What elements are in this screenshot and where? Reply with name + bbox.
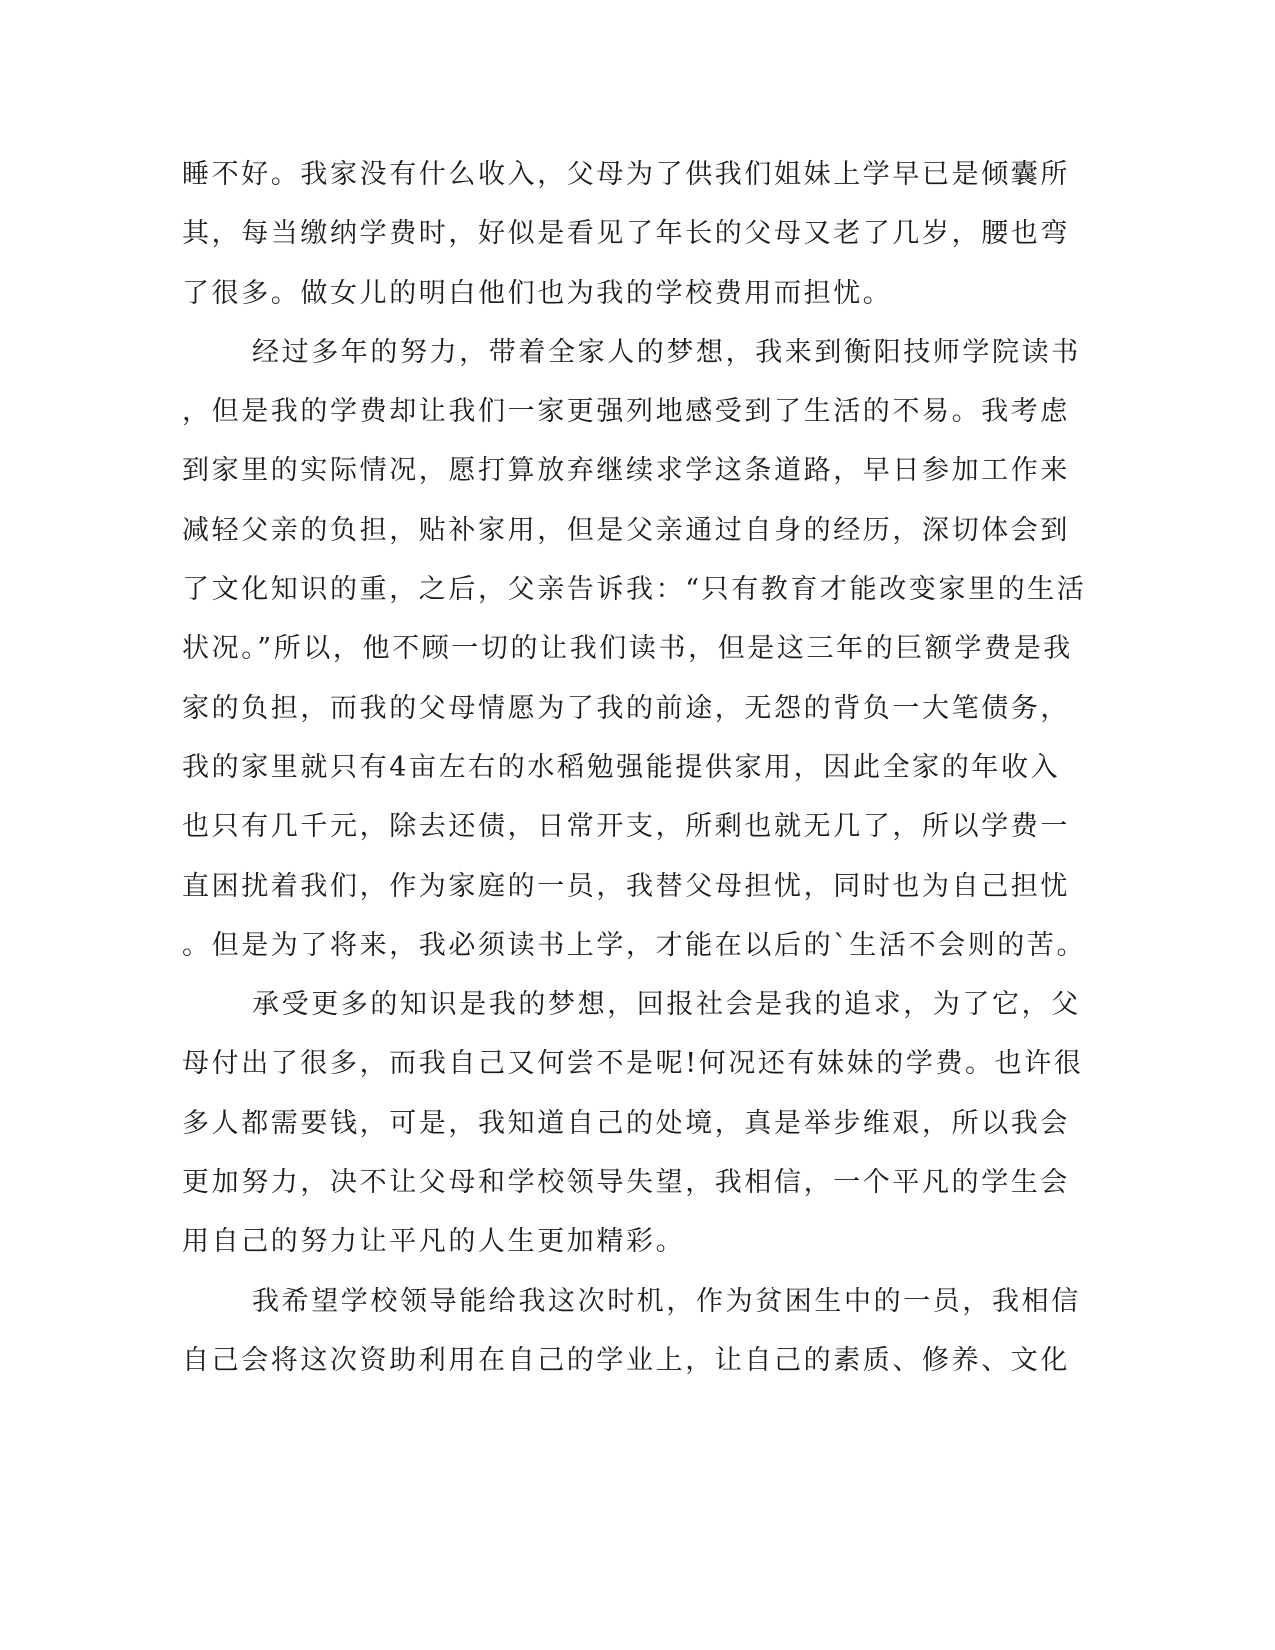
text-line: 自己会将这次资助利用在自己的学业上，让自己的素质、修养、文化 [182,1344,1070,1376]
text-line: 减轻父亲的负担，贴补家用，但是父亲通过自身的经历，深切体会到 [182,514,1070,546]
text-line: 我的家里就只有4亩左右的水稻勉强能提供家用，因此全家的年收入 [182,751,1061,783]
text-line: 到家里的实际情况，愿打算放弃继续求学这条道路，早日参加工作来 [182,455,1070,487]
text-line: 母付出了很多，而我自己又何尝不是呢!何况还有妹妹的学费。也许很 [182,1048,1084,1080]
text-line: 了很多。做女儿的明白他们也为我的学校费用而担忧。 [182,277,893,309]
paragraph-first-line: 经过多年的努力，带着全家人的梦想，我来到衡阳技师学院读书 [252,336,1081,368]
text-line: 用自己的努力让平凡的人生更加精彩。 [182,1226,686,1258]
text-line: 状况。”所以，他不顾一切的让我们读书，但是这三年的巨额学费是我 [182,633,1073,665]
text-line: 了文化知识的重，之后，父亲告诉我：“只有教育才能改变家里的生活 [182,574,1087,606]
body-text [182,155,1087,1400]
text-line: 多人都需要钱，可是，我知道自己的处境，真是举步维艰，所以我会 [182,1107,1070,1139]
text-line: 其，每当缴纳学费时，好似是看见了年长的父母又老了几岁，腰也弯 [182,218,1070,250]
text-line: 也只有几千元，除去还债，日常开支，所剩也就无几了，所以学费一 [182,811,1070,843]
paragraph-first-line: 我希望学校领导能给我这次时机，作为贫困生中的一员，我相信 [252,1285,1081,1317]
text-line: 更加努力，决不让父母和学校领导失望，我相信，一个平凡的学生会 [182,1167,1070,1199]
paragraph-first-line: 承受更多的知识是我的梦想，回报社会是我的追求，为了它，父 [252,989,1081,1021]
text-line: 家的负担，而我的父母情愿为了我的前途，无怨的背负一大笔债务， [182,692,1070,724]
text-line: 睡不好。我家没有什么收入，父母为了供我们姐妹上学早已是倾囊所 [182,159,1070,190]
text-line: 直困扰着我们，作为家庭的一员，我替父母担忧，同时也为自己担忧 [182,870,1070,902]
text-line: ，但是我的学费却让我们一家更强列地感受到了生活的不易。我考虑 [182,396,1070,428]
text-line: 。但是为了将来，我必须读书上学，才能在以后的`生活不会则的苦。 [182,929,1087,961]
